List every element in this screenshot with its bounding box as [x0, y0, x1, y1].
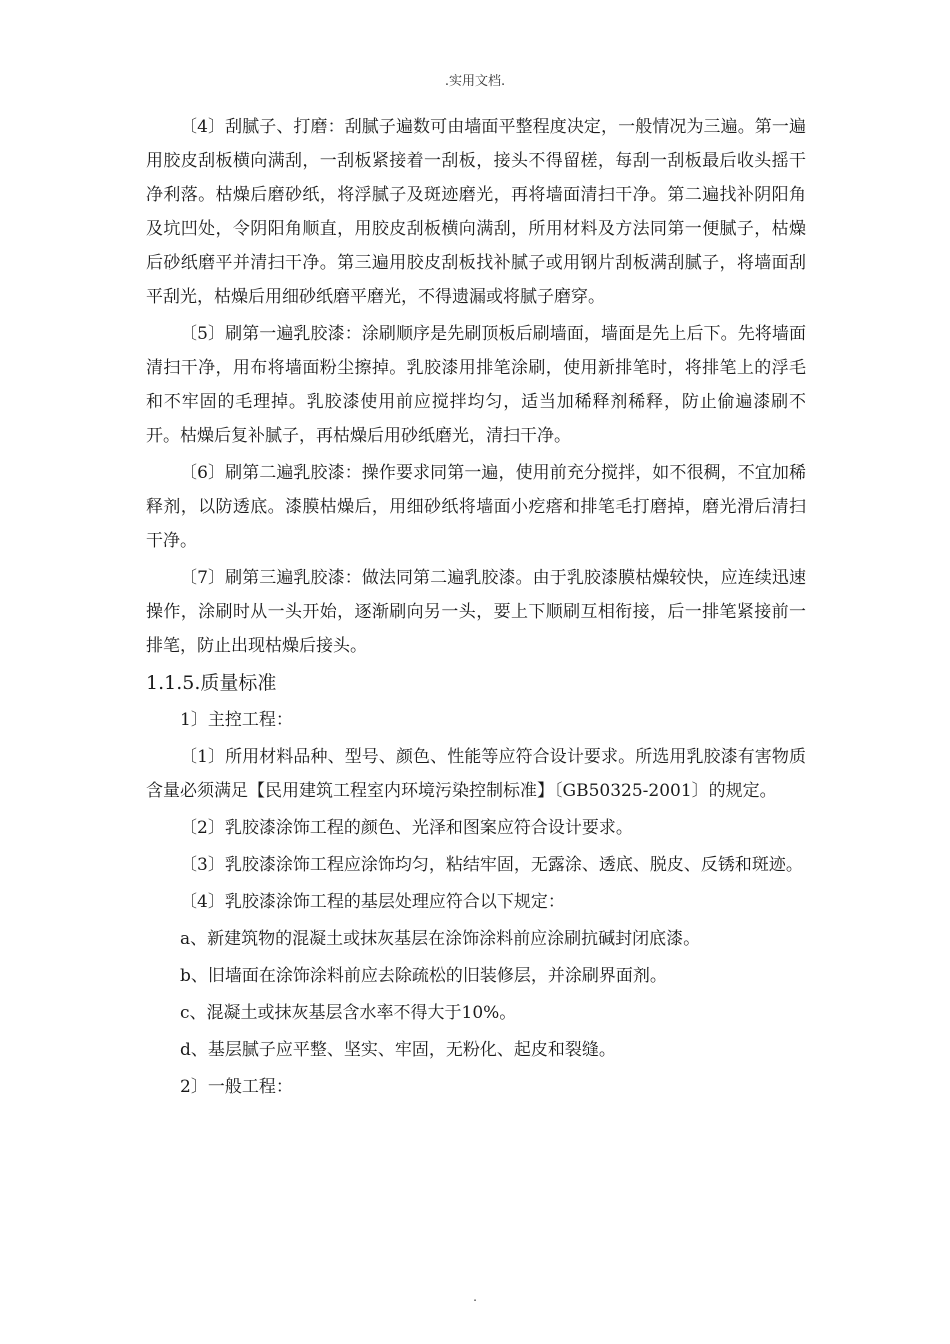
paragraph-general-project: 2〕一般工程：: [180, 1077, 293, 1097]
paragraph-color-gloss: 〔2〕乳胶漆涂饰工程的颜色、光泽和图案应符合设计要求。: [180, 818, 633, 838]
document-body: [146, 110, 806, 1107]
paragraph-main-control: 1〕主控工程：: [180, 710, 293, 730]
paragraph-second-coat: 〔6〕刷第二遍乳胶漆：操作要求同第一遍，使用前充分搅拌，如不很稠，不宜加稀释剂，以防透底。漆膜枯燥后，用细砂纸将墙面小疙瘩和排笔毛打磨掉，磨光滑后清扫干净。: [146, 463, 806, 551]
section-heading-quality-standard: 1.1.5.质量标准: [146, 672, 277, 694]
paragraph-uniform-coating: 〔3〕乳胶漆涂饰工程应涂饰均匀，粘结牢固，无露涂、透底、脱皮、反锈和斑迹。: [180, 855, 803, 875]
paragraph-materials-requirement: 〔1〕所用材料品种、型号、颜色、性能等应符合设计要求。所选用乳胶漆有害物质含量必须满足【民用建筑工程室内环境污染控制标准】〔GB50325-2001〕的规定。: [146, 747, 806, 801]
list-item-b: b、旧墙面在涂饰涂料前应去除疏松的旧装修层，并涂刷界面剂。: [180, 966, 667, 986]
paragraph-putty-sanding: 〔4〕刮腻子、打磨：刮腻子遍数可由墙面平整程度决定，一般情况为三遍。第一遍用胶皮刮板横向满刮，一刮板紧接着一刮板，接头不得留槎，每刮一刮板最后收头摇干净利落。枯燥后磨砂纸，将浮腻子及斑迹磨光，再将墙面清扫干净。第二遍找补阴阳角及坑凹处，令阴阳角顺直，用胶皮刮板横向满刮，所用材料及方法同第一便腻子，枯燥后砂纸磨平并清扫干净。第三遍用胶皮刮板找补腻子或用钢片刮板满刮腻子，将墙面刮平刮光，枯燥后用细砂纸磨平磨光，不得遗漏或将腻子磨穿。: [146, 117, 806, 307]
page-header: .实用文档.: [444, 74, 506, 89]
page-footer: .: [473, 1290, 477, 1304]
list-item-d: d、基层腻子应平整、坚实、牢固，无粉化、起皮和裂缝。: [180, 1040, 616, 1060]
paragraph-third-coat: 〔7〕刷第三遍乳胶漆：做法同第二遍乳胶漆。由于乳胶漆膜枯燥较快，应连续迅速操作，涂刷时从一头开始，逐渐刷向另一头，要上下顺刷互相衔接，后一排笔紧接前一排笔，防止出现枯燥后接头。: [146, 568, 806, 656]
list-item-a: a、新建筑物的混凝土或抹灰基层在涂饰涂料前应涂刷抗碱封闭底漆。: [180, 929, 701, 949]
paragraph-base-treatment: 〔4〕乳胶漆涂饰工程的基层处理应符合以下规定：: [180, 892, 565, 912]
list-item-c: c、混凝土或抹灰基层含水率不得大于10%。: [180, 1003, 517, 1023]
paragraph-first-coat: 〔5〕刷第一遍乳胶漆：涂刷顺序是先刷顶板后刷墙面，墙面是先上后下。先将墙面清扫干净，用布将墙面粉尘擦掉。乳胶漆用排笔涂刷，使用新排笔时，将排笔上的浮毛和不牢固的毛理掉。乳胶漆使用前应搅拌均匀，适当加稀释剂稀释，防止偷遍漆刷不开。枯燥后复补腻子，再枯燥后用砂纸磨光，清扫干净。: [146, 324, 806, 446]
